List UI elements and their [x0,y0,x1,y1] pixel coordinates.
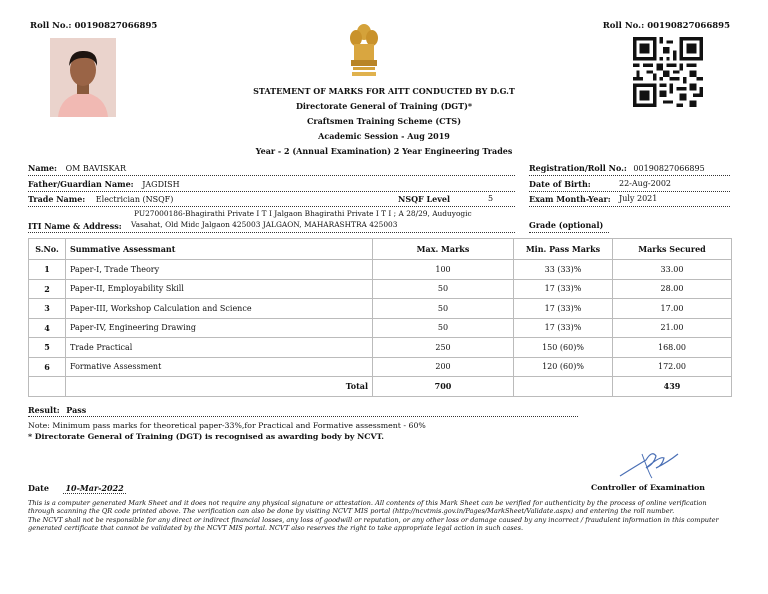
header-dgt: Directorate General of Training (DGT)* [295,101,473,111]
result-value: Pass [66,405,87,415]
footer-liability-text: The NCVT shall not be responsible for any direct or indirect financial losses, any loss of goodwill or reputation, or any other loss or damage caused by any incorrect / fraudulent information in this computer generated certificate that cannot be validated by the NCVT MIS portal. NCVT also reserves the right to take appropriate legal action in such cases. [28,515,719,532]
father-name: JAGDISH [142,180,180,189]
cell-min: 150 (60)% [514,338,613,358]
cell-sno: 5 [29,338,66,358]
issue-date: 10-Mar-2022 [65,483,124,493]
signature-icon [616,446,686,480]
cell-max: 100 [373,260,514,280]
table-row [29,318,732,338]
cell-assessment: Paper-I, Trade Theory [66,260,373,280]
exam-label: Exam Month-Year: [529,194,611,204]
cell-min: 17 (33)% [514,279,613,299]
grade-row [529,220,609,233]
cell-secured: 17.00 [613,299,732,319]
father-label: Father/Guardian Name: [28,179,134,189]
trade-row [28,194,515,207]
iti-row [28,209,515,233]
date-row [28,483,126,493]
date-label: Date [28,483,49,493]
registration-label: Registration/Roll No.: [529,163,627,173]
registration-row [529,163,730,176]
exam-row [529,194,730,207]
table-row [29,338,732,358]
iti-address [131,209,472,230]
dgt-note: * Directorate General of Training (DGT) is recognised as awarding body by NCVT. [28,432,385,441]
candidate-name: OM BAVISKAR [65,164,126,173]
col-max-marks: Max. Marks [373,239,514,260]
table-row [29,357,732,377]
roll-number-left: Roll No.: 00190827066895 [30,21,158,31]
cell-min: 120 (60)% [514,357,613,377]
col-assessment: Summative Assessmant [66,239,373,260]
iti-label: ITI Name & Address: [28,221,122,231]
dob-row [529,179,730,192]
cell-sno: 3 [29,299,66,319]
table-row [29,279,732,299]
nsqf-level: 5 [488,194,494,203]
col-sno: S.No. [29,239,66,260]
iti-address-line2: Vasahat, Old Midc Jalgaon 425003 JALGAON, MAHARASHTRA 425003 [131,219,398,229]
controller-of-examination: Controller of Examination [591,483,705,492]
cell-max: 50 [373,318,514,338]
cell-sno: 2 [29,279,66,299]
cell-max: 200 [373,357,514,377]
cell-sno: 4 [29,318,66,338]
header-scheme: Craftsmen Training Scheme (CTS) [307,116,461,126]
national-emblem [348,22,380,82]
national-emblem-icon [348,22,380,82]
header-title: STATEMENT OF MARKS FOR AITT CONDUCTED BY D.G.T [253,86,515,96]
cell-secured: 172.00 [613,357,732,377]
roll-number-right: Roll No.: 00190827066895 [602,21,730,31]
name-label: Name: [28,163,58,173]
cell-assessment: Paper-II, Employability Skill [66,279,373,299]
trade-name: Electrician (NSQF) [95,195,174,204]
grade-label: Grade (optional) [529,220,604,230]
header-session: Academic Session - Aug 2019 [318,131,450,141]
cell-sno: 6 [29,357,66,377]
col-min-pass: Min. Pass Marks [514,239,613,260]
exam-month-year: July 2021 [619,194,658,203]
document-header [0,84,768,159]
cell-min: 33 (33)% [514,260,613,280]
footer-verification-text: This is a computer generated Mark Sheet and it does not require any physical signature or attestation. All contents of this Mark Sheet can be verified for authenticity by the process of online verification through scanning the QR code printed above. The verification can also be done by visiting NCVT MIS portal (http://ncvtmis.gov.in/Pages/MarkSheet/Validate.aspx) and entering the roll number. [28,499,707,516]
cell-secured: 28.00 [613,279,732,299]
cell-empty [29,377,66,397]
name-row [28,163,515,176]
table-row [29,299,732,319]
header-year: Year - 2 (Annual Examination) 2 Year Engineering Trades [255,146,513,156]
dob-label: Date of Birth: [529,179,591,189]
father-row [28,179,515,192]
table-row [29,260,732,280]
cell-assessment: Formative Assessment [66,357,373,377]
table-total-row [29,377,732,397]
cell-max: 50 [373,299,514,319]
result-row [28,405,578,417]
cell-secured: 168.00 [613,338,732,358]
trade-label: Trade Name: [28,194,86,204]
total-max-marks: 700 [373,377,514,397]
date-of-birth: 22-Aug-2002 [619,179,671,188]
cell-secured: 33.00 [613,260,732,280]
registration-number: 00190827066895 [633,164,705,173]
cell-assessment: Paper-IV, Engineering Drawing [66,318,373,338]
result-label: Result: [28,405,60,415]
cell-min: 17 (33)% [514,318,613,338]
cell-max: 50 [373,279,514,299]
iti-address-line1: PU27000186-Bhagirathi Private I T I Jalgaon Bhagirathi Private I T I ; A 28/29, Auduyogic [134,209,472,218]
marks-table [28,238,732,397]
nsqf-label: NSQF Level [398,194,451,204]
cell-assessment: Trade Practical [66,338,373,358]
cell-sno: 1 [29,260,66,280]
signature [616,446,686,480]
cell-empty [514,377,613,397]
cell-assessment: Paper-III, Workshop Calculation and Science [66,299,373,319]
total-marks-secured: 439 [613,377,732,397]
cell-min: 17 (33)% [514,299,613,319]
footer-disclaimer [28,499,732,532]
pass-marks-note: Note: Minimum pass marks for theoretical paper-33%,for Practical and Formative assessment - 60% [28,421,426,430]
col-marks-secured: Marks Secured [613,239,732,260]
cell-secured: 21.00 [613,318,732,338]
total-label: Total [66,377,373,397]
cell-max: 250 [373,338,514,358]
table-header-row [29,239,732,260]
